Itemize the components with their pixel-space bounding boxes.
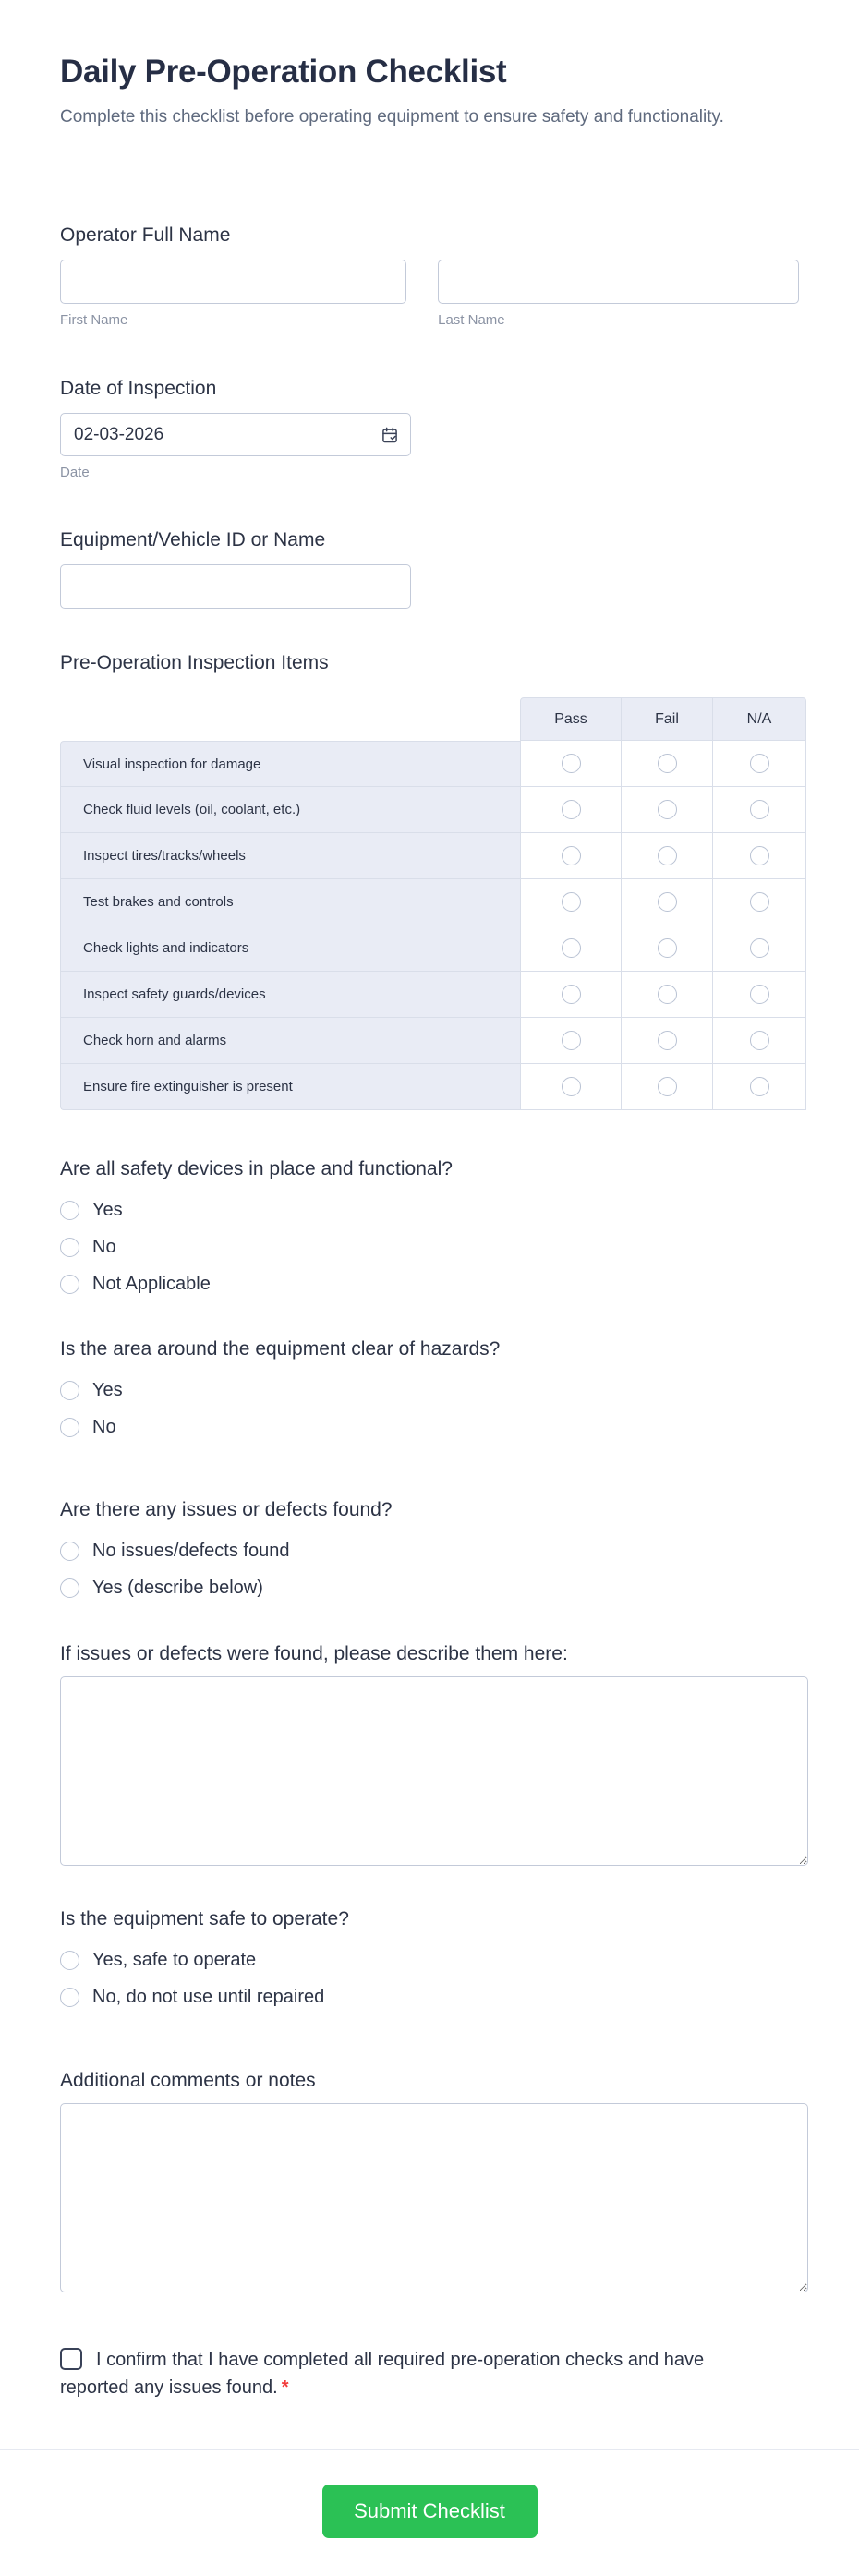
radio-circle[interactable] <box>562 985 581 1004</box>
equipment-id-input[interactable] <box>60 564 411 609</box>
radio-option-label: No <box>92 1416 116 1437</box>
table-row-label: Check horn and alarms <box>60 1018 520 1064</box>
form-footer <box>0 2450 859 2538</box>
table-row-label: Check lights and indicators <box>60 925 520 972</box>
last-name-sublabel: Last Name <box>438 312 505 328</box>
first-name-input[interactable] <box>60 260 406 304</box>
table-radio-fail[interactable] <box>622 833 713 879</box>
inspection-date-label: Date of Inspection <box>60 378 217 399</box>
table-radio-pass[interactable] <box>520 787 622 833</box>
table-row <box>60 1018 806 1064</box>
table-radio-fail[interactable] <box>622 879 713 925</box>
table-row <box>60 925 806 972</box>
additional-comments-label: Additional comments or notes <box>60 2070 316 2091</box>
table-radio-pass[interactable] <box>520 1018 622 1064</box>
radio-option-label: Not Applicable <box>92 1273 211 1294</box>
radio-circle[interactable] <box>60 1988 79 2007</box>
issues-description-textarea[interactable] <box>60 1676 808 1866</box>
radio-circle[interactable] <box>562 938 581 958</box>
radio-option-safety-devices[interactable] <box>60 1265 799 1302</box>
radio-option-label: Yes <box>92 1379 123 1400</box>
table-radio-pass[interactable] <box>520 879 622 925</box>
calendar-check-icon[interactable] <box>381 426 399 444</box>
radio-circle[interactable] <box>562 892 581 912</box>
column-header-pass: Pass <box>520 697 622 741</box>
radio-option-label: Yes <box>92 1199 123 1220</box>
confirmation-text: I confirm that I have completed all required pre-operation checks and have reported any issues found. <box>60 2350 705 2398</box>
additional-comments-textarea[interactable] <box>60 2103 808 2292</box>
table-radio-pass[interactable] <box>520 1064 622 1110</box>
table-radio-na[interactable] <box>713 879 806 925</box>
equipment-id-field <box>60 564 411 609</box>
radio-circle[interactable] <box>658 1031 677 1050</box>
radio-option-label: No <box>92 1236 116 1257</box>
table-radio-pass[interactable] <box>520 741 622 787</box>
table-radio-na[interactable] <box>713 741 806 787</box>
radio-circle[interactable] <box>658 985 677 1004</box>
radio-circle[interactable] <box>750 754 769 773</box>
radio-circle[interactable] <box>60 1418 79 1437</box>
radio-circle[interactable] <box>750 1031 769 1050</box>
equipment-id-label: Equipment/Vehicle ID or Name <box>60 529 326 550</box>
radio-circle[interactable] <box>60 1275 79 1294</box>
radio-circle[interactable] <box>60 1381 79 1400</box>
table-row-label: Check fluid levels (oil, coolant, etc.) <box>60 787 520 833</box>
form-body <box>0 224 859 2401</box>
submit-button[interactable]: Submit Checklist <box>322 2485 538 2538</box>
inspection-date-input[interactable] <box>60 413 411 456</box>
radio-option-area-clear[interactable] <box>60 1372 799 1409</box>
table-radio-fail[interactable] <box>622 787 713 833</box>
table-radio-fail[interactable] <box>622 741 713 787</box>
table-radio-fail[interactable] <box>622 925 713 972</box>
table-radio-na[interactable] <box>713 1018 806 1064</box>
question-issues-found: Are there any issues or defects found? <box>60 1499 393 1520</box>
radio-circle[interactable] <box>750 938 769 958</box>
table-row-label: Inspect tires/tracks/wheels <box>60 833 520 879</box>
form-header <box>0 0 859 175</box>
radio-circle[interactable] <box>750 892 769 912</box>
radio-circle[interactable] <box>562 1077 581 1096</box>
radio-circle[interactable] <box>562 754 581 773</box>
inspection-table-label: Pre-Operation Inspection Items <box>60 652 329 673</box>
first-name-group <box>60 260 406 328</box>
inspection-date-sublabel: Date <box>60 465 90 480</box>
issues-found-options <box>60 1532 799 1606</box>
radio-circle[interactable] <box>750 985 769 1004</box>
page-title: Daily Pre-Operation Checklist <box>60 54 507 90</box>
column-header-na: N/A <box>713 697 806 741</box>
table-radio-fail[interactable] <box>622 1064 713 1110</box>
radio-option-safety-devices[interactable] <box>60 1228 799 1265</box>
radio-circle[interactable] <box>750 1077 769 1096</box>
radio-circle[interactable] <box>750 846 769 865</box>
radio-circle[interactable] <box>658 892 677 912</box>
radio-circle[interactable] <box>750 800 769 819</box>
inspection-table <box>60 697 806 1110</box>
table-row <box>60 741 806 787</box>
inspection-table-header <box>60 697 806 741</box>
table-row-label: Test brakes and controls <box>60 879 520 925</box>
safe-to-operate-options <box>60 1941 799 2015</box>
table-radio-na[interactable] <box>713 925 806 972</box>
table-radio-pass[interactable] <box>520 972 622 1018</box>
radio-circle[interactable] <box>658 1077 677 1096</box>
radio-option-issues-found[interactable] <box>60 1569 799 1606</box>
column-header-fail: Fail <box>622 697 713 741</box>
radio-circle[interactable] <box>658 754 677 773</box>
header-blank-cell <box>60 697 520 741</box>
table-row <box>60 972 806 1018</box>
radio-option-area-clear[interactable] <box>60 1409 799 1445</box>
table-radio-na[interactable] <box>713 972 806 1018</box>
radio-option-issues-found[interactable] <box>60 1532 799 1569</box>
operator-name-label: Operator Full Name <box>60 224 231 246</box>
table-row <box>60 1064 806 1110</box>
table-row-label: Inspect safety guards/devices <box>60 972 520 1018</box>
radio-circle[interactable] <box>658 938 677 958</box>
question-safety-devices: Are all safety devices in place and functional? <box>60 1158 453 1179</box>
table-row <box>60 787 806 833</box>
radio-option-label: No issues/defects found <box>92 1540 290 1561</box>
radio-circle[interactable] <box>60 1951 79 1970</box>
radio-option-safety-devices[interactable] <box>60 1191 799 1228</box>
last-name-group <box>438 260 799 328</box>
radio-circle[interactable] <box>60 1542 79 1561</box>
radio-option-safe-to-operate[interactable] <box>60 1978 799 2015</box>
table-row <box>60 833 806 879</box>
question-safe-to-operate: Is the equipment safe to operate? <box>60 1908 349 1929</box>
table-row <box>60 879 806 925</box>
table-radio-fail[interactable] <box>622 1018 713 1064</box>
radio-option-safe-to-operate[interactable] <box>60 1941 799 1978</box>
table-radio-pass[interactable] <box>520 833 622 879</box>
radio-circle[interactable] <box>60 1201 79 1220</box>
table-radio-pass[interactable] <box>520 925 622 972</box>
inspection-date-field <box>60 413 411 456</box>
confirmation-checkbox[interactable] <box>60 2348 82 2370</box>
confirmation-checkbox-row[interactable] <box>60 2346 711 2401</box>
radio-circle[interactable] <box>562 1031 581 1050</box>
table-radio-na[interactable] <box>713 1064 806 1110</box>
table-row-label: Visual inspection for damage <box>60 741 520 787</box>
radio-option-label: Yes (describe below) <box>92 1577 263 1598</box>
form-subtitle: Complete this checklist before operating equipment to ensure safety and functionality. <box>60 107 724 127</box>
inspection-table-rows <box>60 741 806 1110</box>
radio-circle[interactable] <box>60 1238 79 1257</box>
radio-option-label: Yes, safe to operate <box>92 1949 257 1970</box>
radio-circle[interactable] <box>60 1578 79 1598</box>
table-row-label: Ensure fire extinguisher is present <box>60 1064 520 1110</box>
area-clear-options <box>60 1372 799 1445</box>
last-name-input[interactable] <box>438 260 799 304</box>
radio-circle[interactable] <box>562 846 581 865</box>
first-name-sublabel: First Name <box>60 312 128 328</box>
safety-devices-options <box>60 1191 799 1302</box>
radio-circle[interactable] <box>658 846 677 865</box>
radio-option-label: No, do not use until repaired <box>92 1986 325 2007</box>
radio-circle[interactable] <box>562 800 581 819</box>
issues-description-label: If issues or defects were found, please describe them here: <box>60 1643 568 1664</box>
question-area-clear: Is the area around the equipment clear of hazards? <box>60 1338 501 1360</box>
table-radio-na[interactable] <box>713 833 806 879</box>
radio-circle[interactable] <box>658 800 677 819</box>
operator-name-field <box>60 260 799 328</box>
required-asterisk: * <box>281 2377 289 2398</box>
table-radio-fail[interactable] <box>622 972 713 1018</box>
table-radio-na[interactable] <box>713 787 806 833</box>
